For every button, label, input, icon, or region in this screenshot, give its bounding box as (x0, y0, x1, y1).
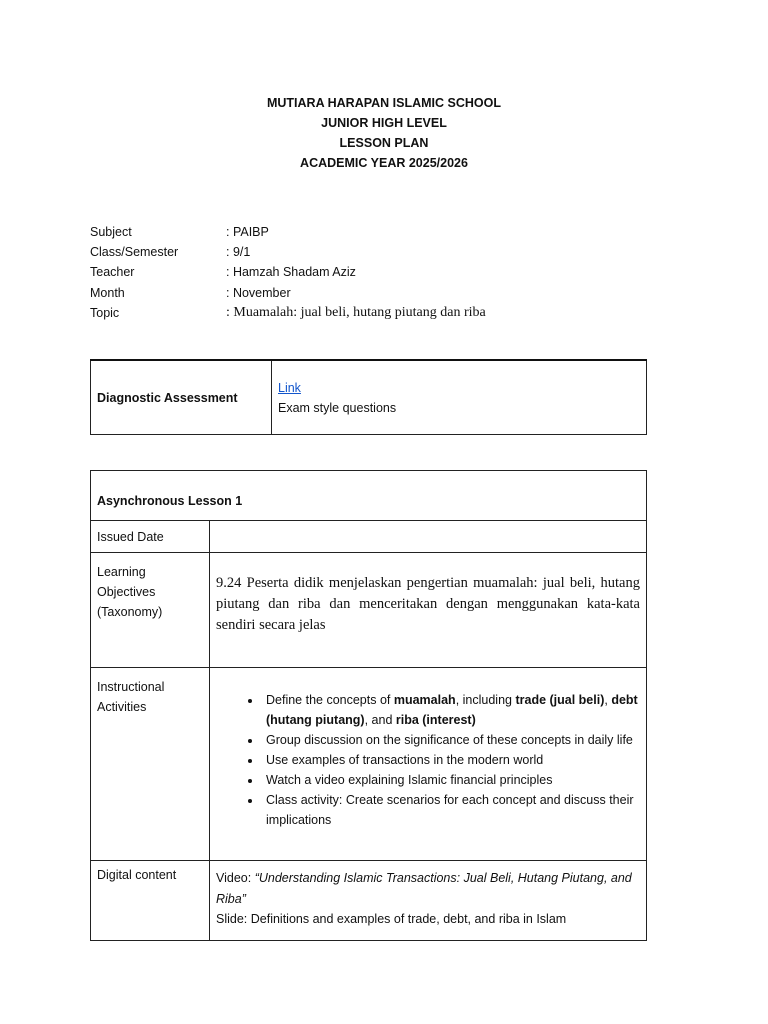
teacher-label: Teacher (90, 265, 135, 280)
month-value: : November (226, 285, 291, 300)
activity-item: • Watch a video explaining Islamic financial principles (262, 770, 640, 790)
activity-1-term-muamalah: muamalah (393, 693, 456, 707)
activity-1-term-riba: riba (interest) (395, 713, 476, 727)
activity-1-text-2: , including (455, 693, 516, 707)
instructional-activities-cell (210, 668, 647, 861)
digital-content-cell (210, 861, 647, 941)
class-value: : 9/1 (226, 245, 251, 260)
lesson-info (90, 222, 486, 323)
activity-1-text-3: , (604, 693, 612, 707)
school-name: MUTIARA HARAPAN ISLAMIC SCHOOL (266, 96, 501, 110)
info-row-class (90, 242, 486, 262)
instructional-activities-label: Instructional Activities (91, 668, 210, 861)
diagnostic-label: Diagnostic Assessment (91, 360, 272, 435)
info-row-month (90, 283, 486, 303)
activity-1-text-4: , and (364, 713, 396, 727)
activity-item: • Use examples of transactions in the modern world (262, 750, 640, 770)
learning-objectives-cell (210, 553, 647, 668)
activity-1-term-debt: debt (hutang piutang) (266, 693, 638, 727)
school-level: JUNIOR HIGH LEVEL (321, 116, 447, 130)
learning-objectives-row (91, 553, 647, 668)
digital-content-text (216, 861, 640, 930)
academic-year: ACADEMIC YEAR 2025/2026 (300, 156, 468, 170)
document-type: LESSON PLAN (339, 136, 429, 150)
subject-label: Subject (90, 225, 132, 239)
issued-date-row (91, 521, 647, 553)
instructional-activities-row (91, 668, 647, 861)
subject-value: : PAIBP (226, 225, 269, 239)
lesson-table (90, 470, 647, 941)
activities-list (216, 668, 640, 830)
info-row-teacher (90, 262, 486, 282)
learning-objectives-label: Learning Objectives (Taxonomy) (91, 553, 210, 668)
diagnostic-link[interactable]: Link (278, 380, 301, 395)
info-row-subject (90, 222, 486, 242)
diagnostic-description: Exam style questions (278, 400, 397, 415)
info-row-topic (90, 303, 486, 323)
video-prefix: Video: (216, 871, 255, 885)
digital-content-label: Digital content (91, 861, 210, 941)
lesson-title-row (91, 471, 647, 521)
diagnostic-table (90, 359, 647, 435)
lesson-title: Asynchronous Lesson 1 (91, 471, 647, 521)
diagnostic-row (91, 360, 647, 435)
month-label: Month (90, 285, 125, 300)
slide-description: Slide: Definitions and examples of trade, debt, and riba in Islam (216, 912, 567, 926)
issued-date-label: Issued Date (91, 521, 210, 553)
teacher-value: : Hamzah Shadam Aziz (226, 265, 356, 280)
activity-item (262, 690, 640, 730)
video-title: “Understanding Islamic Transactions: Jual Beli, Hutang Piutang, and Riba” (216, 871, 632, 906)
digital-content-row (91, 861, 647, 941)
topic-label: Topic (90, 305, 120, 320)
activity-1-term-trade: trade (jual beli) (515, 693, 605, 707)
class-label: Class/Semester (90, 245, 179, 260)
issued-date-value (210, 521, 647, 553)
topic-value: : Muamalah: jual beli, hutang piutang dan riba (226, 304, 486, 320)
activity-item: • Class activity: Create scenarios for each concept and discuss their implications (262, 790, 640, 830)
activity-item: • Group discussion on the significance of these concepts in daily life (262, 730, 640, 750)
learning-objectives-text: 9.24 Peserta didik menjelaskan pengertian muamalah: jual beli, hutang piutang dan riba dan menceritakan dengan menggunakan kata-kata sendiri secara jelas (216, 575, 640, 633)
activity-1-text: Define the concepts of (266, 693, 394, 707)
diagnostic-cell (272, 360, 647, 435)
document-header (0, 93, 768, 173)
